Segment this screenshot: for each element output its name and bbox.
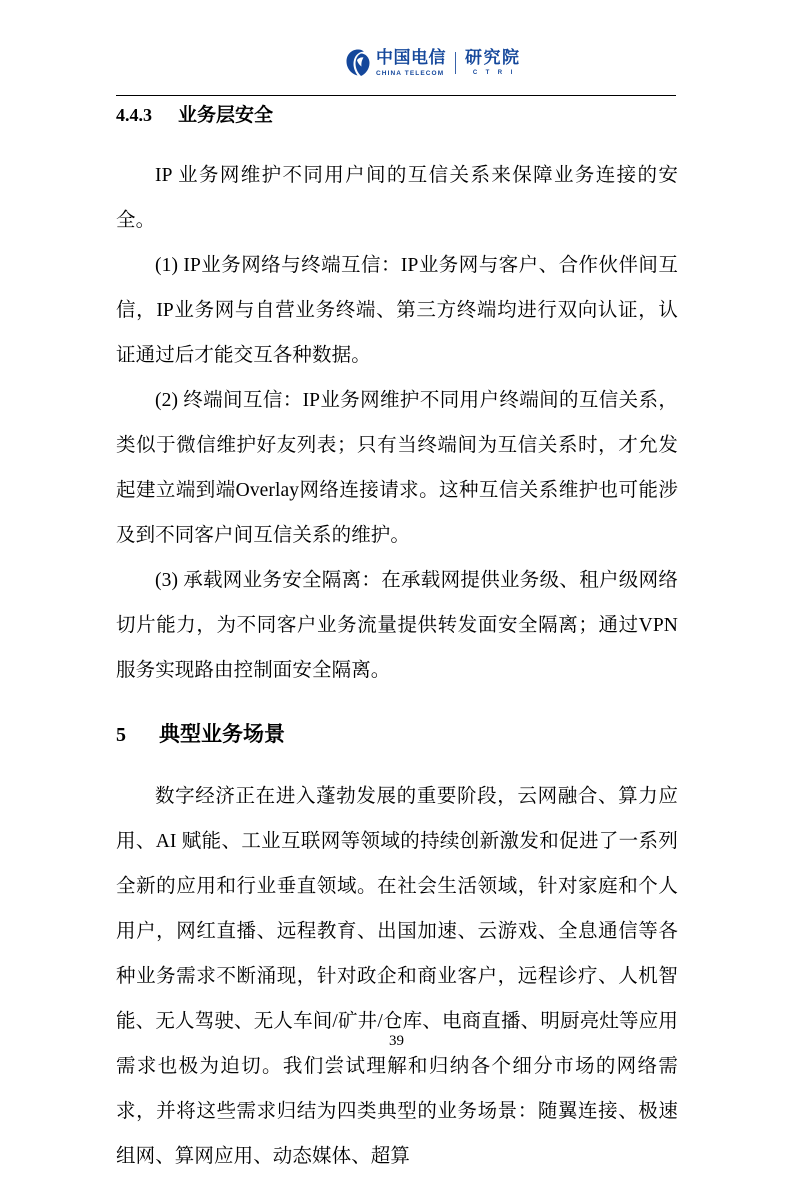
section-number: 5 [116, 724, 126, 746]
logo-unit-en: C T R I [472, 69, 516, 76]
china-telecom-butterfly-icon [345, 48, 371, 78]
logo-unit-block [465, 49, 521, 78]
paragraph-item-3: (3) 承载网业务安全隔离：在承载网提供业务级、租户级网络切片能力，为不同客户业务流量提供转发面安全隔离；通过VPN服务实现路由控制面安全隔离。 [116, 570, 678, 681]
paragraph-item-1: (1) IP业务网络与终端互信：IP业务网与客户、合作伙伴间互信，IP业务网与自营业务终端、第三方终端均进行双向认证，认证通过后才能交互各种数据。 [116, 255, 678, 366]
section-title: 典型业务场景 [159, 722, 285, 746]
header-divider-rule [116, 95, 676, 96]
paragraph-item-2: (2) 终端间互信：IP业务网维护不同用户终端间的互信关系，类似于微信维护好友列表；只有当终端间为互信关系时，才允发起建立端到端Overlay网络连接请求。这种互信关系维护也可能涉及到不同客户间互信关系的维护。 [116, 390, 678, 546]
page-footer [0, 1032, 793, 1050]
logo-brand-en: CHINA TELECOM [376, 69, 445, 77]
logo-brand-cn: 中国电信 [376, 47, 446, 68]
logo-unit-cn: 研究院 [465, 47, 521, 68]
section-title: 业务层安全 [178, 104, 274, 126]
section-heading-4-4-3 [116, 100, 678, 130]
spacer [116, 693, 678, 718]
section-heading-5 [116, 718, 678, 751]
china-telecom-research-institute-logo [345, 48, 521, 78]
spacer [116, 130, 678, 153]
page-content [116, 100, 678, 1179]
spacer [116, 751, 678, 774]
page-number: 39 [389, 1033, 404, 1049]
section-number: 4.4.3 [116, 105, 152, 125]
paragraph-intro: IP 业务网维护不同用户间的互信关系来保障业务连接的安全。 [116, 165, 678, 231]
logo-divider [455, 52, 456, 74]
logo-brand-block [376, 49, 446, 78]
page-header [0, 0, 793, 96]
paragraph-scene-intro: 数字经济正在进入蓬勃发展的重要阶段，云网融合、算力应用、AI 赋能、工业互联网等领域的持续创新激发和促进了一系列全新的应用和行业垂直领域。在社会生活领域，针对家庭和个人用户，网红直播、远程教育、出国加速、云游戏、全息通信等各种业务需求不断涌现，针对政企和商业客户，远程诊疗、人机智能、无人驾驶、无人车间/矿井/仓库、电商直播、明厨亮灶等应用需求也极为迫切。我们尝试理解和归纳各个细分市场的网络需求，并将这些需求归结为四类典型的业务场景：随翼连接、极速组网、算网应用、动态媒体、超算 [116, 786, 678, 1167]
